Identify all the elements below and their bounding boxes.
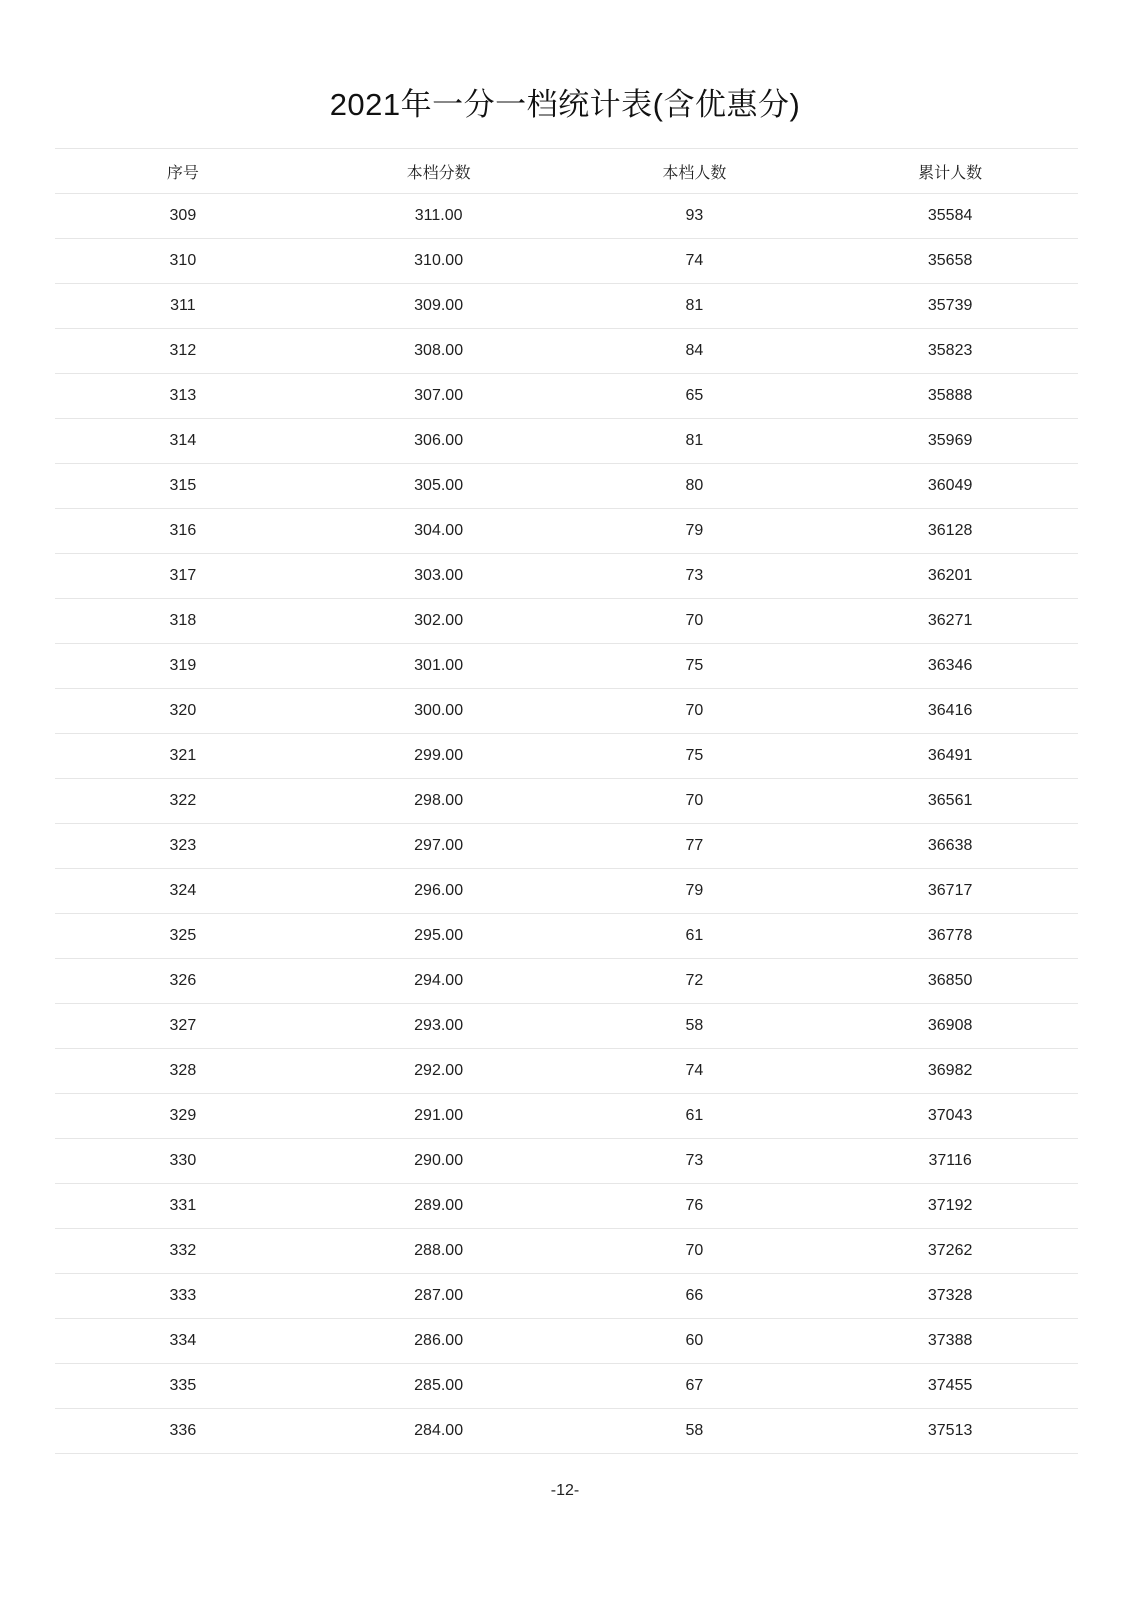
table-row	[55, 1049, 1078, 1094]
table-body	[55, 194, 1078, 1454]
cell-count: 84	[567, 329, 823, 374]
table-row	[55, 509, 1078, 554]
cell-count: 70	[567, 1229, 823, 1274]
cell-count: 61	[567, 914, 823, 959]
cell-score: 293.00	[311, 1004, 567, 1049]
cell-rank: 315	[55, 464, 311, 509]
cell-count: 79	[567, 869, 823, 914]
cell-rank: 326	[55, 959, 311, 1004]
table-row	[55, 1094, 1078, 1139]
cell-cumulative: 36982	[822, 1049, 1078, 1094]
cell-count: 74	[567, 1049, 823, 1094]
cell-score: 303.00	[311, 554, 567, 599]
table-row	[55, 1139, 1078, 1184]
cell-score: 284.00	[311, 1409, 567, 1454]
cell-cumulative: 35888	[822, 374, 1078, 419]
column-header-rank: 序号	[55, 149, 311, 194]
cell-rank: 317	[55, 554, 311, 599]
cell-rank: 334	[55, 1319, 311, 1364]
cell-cumulative: 35584	[822, 194, 1078, 239]
table-row	[55, 779, 1078, 824]
cell-rank: 332	[55, 1229, 311, 1274]
cell-rank: 327	[55, 1004, 311, 1049]
table-row	[55, 869, 1078, 914]
cell-cumulative: 37262	[822, 1229, 1078, 1274]
cell-count: 75	[567, 644, 823, 689]
table-row	[55, 419, 1078, 464]
cell-score: 300.00	[311, 689, 567, 734]
cell-count: 73	[567, 554, 823, 599]
cell-count: 60	[567, 1319, 823, 1364]
cell-cumulative: 35658	[822, 239, 1078, 284]
cell-score: 305.00	[311, 464, 567, 509]
cell-count: 77	[567, 824, 823, 869]
cell-score: 306.00	[311, 419, 567, 464]
cell-cumulative: 36908	[822, 1004, 1078, 1049]
cell-cumulative: 36717	[822, 869, 1078, 914]
cell-score: 299.00	[311, 734, 567, 779]
cell-count: 66	[567, 1274, 823, 1319]
cell-score: 296.00	[311, 869, 567, 914]
cell-cumulative: 36416	[822, 689, 1078, 734]
table-row	[55, 1229, 1078, 1274]
cell-score: 285.00	[311, 1364, 567, 1409]
cell-count: 72	[567, 959, 823, 1004]
cell-rank: 336	[55, 1409, 311, 1454]
cell-count: 93	[567, 194, 823, 239]
cell-count: 76	[567, 1184, 823, 1229]
table-row	[55, 1409, 1078, 1454]
cell-rank: 318	[55, 599, 311, 644]
cell-count: 73	[567, 1139, 823, 1184]
cell-count: 80	[567, 464, 823, 509]
table-row	[55, 1274, 1078, 1319]
score-table	[55, 148, 1078, 1454]
cell-score: 295.00	[311, 914, 567, 959]
cell-count: 79	[567, 509, 823, 554]
cell-cumulative: 36850	[822, 959, 1078, 1004]
cell-cumulative: 36491	[822, 734, 1078, 779]
cell-rank: 325	[55, 914, 311, 959]
column-header-cumulative: 累计人数	[822, 149, 1078, 194]
cell-score: 307.00	[311, 374, 567, 419]
table-row	[55, 194, 1078, 239]
cell-count: 70	[567, 599, 823, 644]
cell-cumulative: 37043	[822, 1094, 1078, 1139]
cell-score: 301.00	[311, 644, 567, 689]
cell-rank: 321	[55, 734, 311, 779]
cell-count: 70	[567, 779, 823, 824]
cell-rank: 313	[55, 374, 311, 419]
header-row	[55, 149, 1078, 194]
cell-score: 291.00	[311, 1094, 567, 1139]
cell-score: 302.00	[311, 599, 567, 644]
cell-count: 74	[567, 239, 823, 284]
table-row	[55, 1319, 1078, 1364]
cell-score: 294.00	[311, 959, 567, 1004]
cell-rank: 311	[55, 284, 311, 329]
cell-score: 304.00	[311, 509, 567, 554]
table-row	[55, 824, 1078, 869]
cell-score: 308.00	[311, 329, 567, 374]
cell-count: 58	[567, 1004, 823, 1049]
cell-rank: 314	[55, 419, 311, 464]
cell-cumulative: 36346	[822, 644, 1078, 689]
cell-rank: 328	[55, 1049, 311, 1094]
column-header-count: 本档人数	[567, 149, 823, 194]
cell-cumulative: 36271	[822, 599, 1078, 644]
cell-score: 310.00	[311, 239, 567, 284]
table-row	[55, 734, 1078, 779]
cell-count: 67	[567, 1364, 823, 1409]
table-row	[55, 1184, 1078, 1229]
table-row	[55, 959, 1078, 1004]
cell-score: 298.00	[311, 779, 567, 824]
cell-score: 309.00	[311, 284, 567, 329]
cell-cumulative: 37192	[822, 1184, 1078, 1229]
table-row	[55, 914, 1078, 959]
cell-rank: 323	[55, 824, 311, 869]
cell-cumulative: 36201	[822, 554, 1078, 599]
cell-rank: 322	[55, 779, 311, 824]
cell-rank: 335	[55, 1364, 311, 1409]
cell-cumulative: 36778	[822, 914, 1078, 959]
table-row	[55, 1364, 1078, 1409]
cell-cumulative: 37513	[822, 1409, 1078, 1454]
cell-count: 58	[567, 1409, 823, 1454]
table-row	[55, 374, 1078, 419]
table-row	[55, 689, 1078, 734]
cell-rank: 324	[55, 869, 311, 914]
cell-rank: 333	[55, 1274, 311, 1319]
table-row	[55, 599, 1078, 644]
table-row	[55, 644, 1078, 689]
cell-rank: 316	[55, 509, 311, 554]
cell-rank: 331	[55, 1184, 311, 1229]
cell-cumulative: 36561	[822, 779, 1078, 824]
cell-score: 288.00	[311, 1229, 567, 1274]
table-row	[55, 1004, 1078, 1049]
table-row	[55, 329, 1078, 374]
cell-cumulative: 36128	[822, 509, 1078, 554]
cell-rank: 329	[55, 1094, 311, 1139]
cell-cumulative: 37388	[822, 1319, 1078, 1364]
cell-rank: 330	[55, 1139, 311, 1184]
cell-rank: 312	[55, 329, 311, 374]
page-title: 2021年一分一档统计表(含优惠分)	[329, 87, 801, 122]
cell-score: 297.00	[311, 824, 567, 869]
cell-cumulative: 36049	[822, 464, 1078, 509]
cell-cumulative: 37328	[822, 1274, 1078, 1319]
cell-rank: 310	[55, 239, 311, 284]
cell-cumulative: 37116	[822, 1139, 1078, 1184]
page-number: -12-	[550, 1482, 580, 1499]
cell-rank: 309	[55, 194, 311, 239]
cell-rank: 319	[55, 644, 311, 689]
table-row	[55, 239, 1078, 284]
cell-score: 289.00	[311, 1184, 567, 1229]
table-row	[55, 284, 1078, 329]
cell-cumulative: 36638	[822, 824, 1078, 869]
cell-score: 286.00	[311, 1319, 567, 1364]
cell-cumulative: 35739	[822, 284, 1078, 329]
cell-score: 287.00	[311, 1274, 567, 1319]
cell-rank: 320	[55, 689, 311, 734]
cell-count: 81	[567, 419, 823, 464]
cell-count: 70	[567, 689, 823, 734]
column-header-score: 本档分数	[311, 149, 567, 194]
cell-score: 311.00	[311, 194, 567, 239]
cell-cumulative: 35823	[822, 329, 1078, 374]
cell-cumulative: 35969	[822, 419, 1078, 464]
cell-score: 292.00	[311, 1049, 567, 1094]
cell-count: 61	[567, 1094, 823, 1139]
cell-count: 81	[567, 284, 823, 329]
table-row	[55, 464, 1078, 509]
cell-cumulative: 37455	[822, 1364, 1078, 1409]
cell-count: 75	[567, 734, 823, 779]
cell-count: 65	[567, 374, 823, 419]
table-row	[55, 554, 1078, 599]
cell-score: 290.00	[311, 1139, 567, 1184]
table-header	[55, 149, 1078, 194]
